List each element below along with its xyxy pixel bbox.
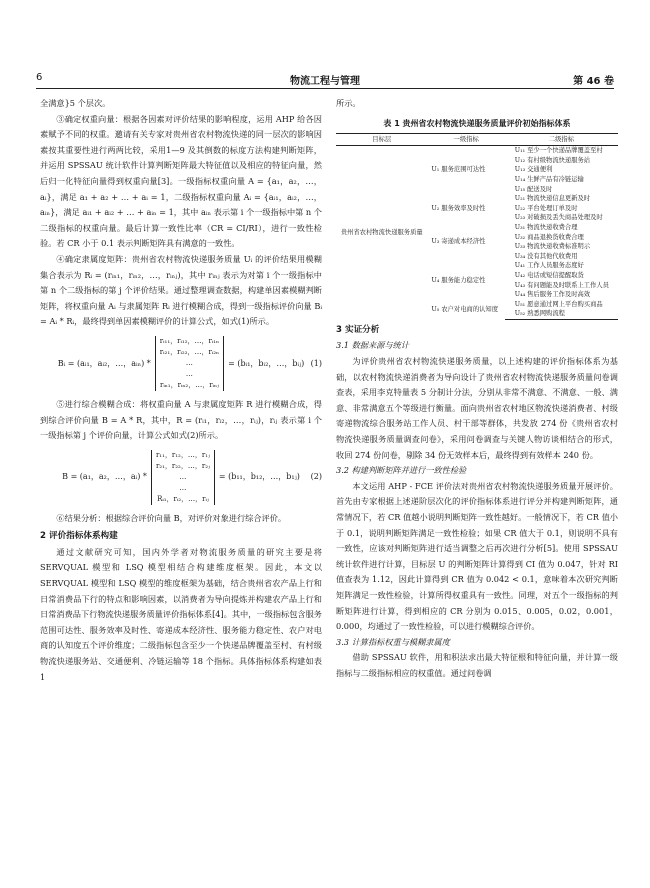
paragraph: 通过文献研究可知，国内外学者对物流服务质量的研究主要是将 SERVQUAL 模型和 LSQ 模型相结合构建维度框架。因此，本文以 SERVQUAL 模型和 LSQ 模型的维度框架为基础，结合贵州省农产品上行和日常消费品下行的特点和影响因素，以消费者为导向提炼并构建农产品上行和日常消费品下行物流快递服务质量评价指标体系[4]。其中，一级指标包含服务范围可达性、服务效率及时性、寄递成本经济性、服务能力稳定性、农户对电商的认知度五个评价维度；二级指标包含至少一个快递品牌覆盖至村、有村级物流快递服务站、交通便利、冷链运输等 18 个指标。具体指标体系构建如表 1 — [40, 546, 322, 682]
matrix-row: rᵢₙ₁，rᵢₙ₂，…，rᵢₙⱼ — [160, 380, 219, 389]
primary-indicator-cell: U₃ 寄递成本经济性 — [431, 238, 486, 246]
primary-indicator-cell: U₅ 农户对电商的认知度 — [431, 305, 499, 313]
secondary-indicator-cell: U₂₁ 物流快递信息更新及时 — [514, 195, 591, 203]
secondary-indicator-cell: U₁₄ 生鲜产品有冷链运输 — [514, 175, 584, 183]
equation-rhs: = (b₁₁，b₁₂，…，b₁ⱼ) — [218, 472, 300, 482]
secondary-indicator-cell: U₃₃ 物流快递收费标准明示 — [514, 243, 591, 251]
page-number: 6 — [36, 72, 43, 83]
primary-indicator-cell: U₁ 服务范围可达性 — [431, 166, 486, 174]
table-header: 一级指标 — [428, 133, 505, 146]
equation-1 — [40, 336, 322, 391]
secondary-indicator-cell: U₁₂ 有村级物流快递服务站 — [514, 156, 591, 164]
matrix — [151, 450, 215, 505]
subsection-heading: 3.3 计算指标权重与模糊隶属度 — [336, 636, 450, 647]
subsection-heading: 3.1 数据来源与统计 — [336, 340, 409, 351]
table-header: 二级指标 — [505, 133, 618, 146]
secondary-indicator-cell: U₃₄ 没有其他代收费用 — [514, 252, 578, 260]
secondary-indicator-cell: U₁₃ 交通便利 — [514, 166, 553, 174]
equation-lhs: Bᵢ = (aᵢ₁，aᵢ₂，…，aᵢₙ) * — [57, 358, 151, 368]
section-heading: 3 实证分析 — [336, 324, 380, 335]
equation-rhs: = (bᵢ₁，bᵢ₂，…，bᵢⱼ) — [228, 358, 305, 368]
matrix-row: r₂₁，r₂₂，…，r₂ⱼ — [155, 461, 210, 470]
equation-number: (1) — [310, 358, 322, 368]
subsection-heading: 3.2 构建判断矩阵并进行一致性检验 — [336, 465, 467, 476]
table-row — [336, 146, 618, 156]
equation-number: (2) — [310, 472, 322, 482]
secondary-indicator-cell: U₄₃ 有问题能及时联系上工作人员 — [514, 281, 609, 289]
matrix-row: Rᵢ₁，rᵢ₂，…，rᵢⱼ — [157, 494, 209, 503]
secondary-indicator-cell: U₂₃ 对破损及丢失商品处理及时 — [514, 214, 603, 222]
secondary-indicator-cell: U₂₂ 平台处理订单及时 — [514, 204, 578, 212]
paragraph: 为评价贵州省农村物流快递服务质量，以上述构建的评价指标体系为基础，以农村物流快递消费者为导向设计了贵州省农村物流快递服务质量问卷调查表，采用李克特量表 5 分制计分法，分别从非常不满意、不满意、一般、满意、非常满意五个等级进行衡量。面向贵州省农村地区物流快递消费者、村级寄递物流综合服务站工作人员、村干部等群体，共发放 274 份《贵州省农村物流快递服务质量调查问卷》，采用问卷调查与关键人物访谈相结合的形式，收回 274 份问卷，剔除 34 份无效样本后，最终得到有效样本 240 份。 — [336, 356, 618, 460]
secondary-indicator-cell: U₁₅ 配送及时 — [514, 185, 553, 193]
matrix-row: … — [185, 358, 193, 367]
primary-indicator-cell: U₂ 服务效率及时性 — [431, 204, 486, 212]
equation-lhs: B = (a₁，a₂，…，aᵢ) * — [62, 472, 147, 482]
paragraph: 全满意}5 个层次。 — [40, 98, 111, 108]
paragraph: ④确定隶属度矩阵：贵州省农村物流快递服务质量 Uᵢ 的评价结果用模糊集合表示为 Rᵢ = (rᵢₙ₁，rᵢₙ₂，…，rᵢₙⱼ)，其中 rᵢₙⱼ 表示为对第 i 个一级指标中第 n 个二级指标的第 j 个评价结果。通过整理调查数据，构建单因素模糊判断矩阵，将权重向量 Aᵢ 与隶属矩阵 Rᵢ 进行模糊合成，得到一级指标评价向量 Bᵢ = Aᵢ * Rᵢ，最终得到单因素模糊评价的计算公式，如式(1)所示。 — [40, 253, 322, 327]
paragraph: 所示。 — [336, 98, 361, 108]
table-header: 目标层 — [336, 133, 428, 146]
primary-indicator-cell: U₄ 服务能力稳定性 — [431, 276, 486, 284]
indicator-table — [336, 133, 618, 320]
matrix-row: … — [179, 483, 187, 492]
paragraph: 本文运用 AHP - FCE 评价法对贵州省农村物流快递服务质量开展评价。首先由专家根据上述递阶层次化的评价指标体系进行评分并构建判断矩阵，通常情况下，若 CR 值越小说明判断矩阵一致性越好。一般情况下，若 CR 值小于 0.1，说明判断矩阵满足一致性检验；如果 CR 值大于 0.1，则说明不具有一致性，应该对判断矩阵进行适当调整之后再次进行分析[5]。使用 SPSSAU 统计软件进行计算，目标层 U 的判断矩阵计算得到 CI 值为 0.047，针对 RI 值查表为 1.12，因此计算得到 CR 值为 0.042 < 0.1，意味着本次研究判断矩阵满足一致性检验，计算所得权重具有一致性。同理，对五个一级指标的判断矩阵进行计算，得到相应的 CR 分别为 0.015、0.005，0.02，0.001，0.000，均通过了一致性检验，可以进行模糊综合评价。 — [336, 480, 618, 632]
header-rule — [36, 88, 614, 89]
secondary-indicator-cell: U₃₂ 商品退换货收费合理 — [514, 233, 584, 241]
page-header — [36, 72, 614, 88]
matrix-row: … — [179, 472, 187, 481]
secondary-indicator-cell: U₃₁ 物流快递收费合理 — [514, 223, 578, 231]
paragraph: ⑥结果分析：根据综合评价向量 B，对评价对象进行综合评价。 — [56, 512, 287, 523]
secondary-indicator-cell: U₄₂ 电话或短信提醒取货 — [514, 271, 584, 279]
secondary-indicator-cell: U₄₄ 售后服务工作及时高效 — [514, 291, 591, 299]
secondary-indicator-cell: U₁₁ 至少一个快递品牌覆盖至村 — [514, 147, 603, 155]
paragraph: ⑤进行综合模糊合成：将权重向量 A 与隶属度矩阵 R 进行模糊合成，得到综合评价向量 B = A * R，其中，R = (rᵢ₁，rᵢ₂，…，rᵢⱼ)，rᵢⱼ 表示第 i 个一级指标第 j 个评价向量，计算公式如式(2)所示。 — [40, 398, 322, 441]
target-layer-cell: 贵州省农村物流快递服务质量 — [340, 228, 423, 236]
secondary-indicator-cell: U₅₁ 愿意通过网上平台购买商品 — [514, 300, 603, 308]
journal-title: 物流工程与管理 — [290, 76, 360, 87]
table-caption: 表 1 贵州省农村物流快递服务质量评价初始指标体系 — [383, 118, 571, 128]
right-column — [336, 96, 618, 682]
section-heading: 2 评价指标体系构建 — [40, 531, 118, 542]
matrix-row: r₁₁，r₁₂，…，r₁ⱼ — [155, 450, 210, 459]
matrix-row: rᵢ₁₁，rᵢ₁₂，…，rᵢ₁ₙ — [159, 336, 220, 345]
left-column — [40, 96, 322, 685]
volume-label: 第 46 卷 — [573, 76, 614, 87]
paragraph: ③确定权重向量：根据各因素对评价结果的影响程度，运用 AHP 给各因素赋予不同的权重。邀请有关专家对贵州省农村物流快递的同一层次的影响因素按其重要性进行两两比较，采用1—9 及其倒数的标度方法构建判断矩阵，并运用 SPSSAU 统计软件计算判断矩阵最大特征值以及相应的特征向量，然后归一化特征向量得到权重向量[3]。一级指标权重向量 A = {a₁，a₂，…，aᵢ}，满足 a₁ + a₂ + … + aᵢ = 1，二级指标权重向量 Aᵢ = {aᵢ₁，aᵢ₂，…，aᵢₙ}，满足 aᵢ₁ + aᵢ₂ + … + aᵢₙ = 1，其中 aᵢₙ 表示第 i 个一级指标中第 n 个二级指标的权重向量。最后计算一致性比率（CR = CI/RI），进行一致性检验。若 CR 小于 0.1 表示判断矩阵具有满意的一致性。 — [40, 113, 322, 249]
paragraph: 借助 SPSSAU 软件，用和积法求出最大特征根和特征向量，并计算一级指标与二级指标相应的权重值。通过问卷调 — [336, 652, 618, 678]
equation-2 — [40, 450, 322, 505]
matrix — [155, 336, 224, 391]
secondary-indicator-cell: U₄₁ 工作人员服务态度好 — [514, 262, 584, 270]
matrix-row: … — [185, 369, 193, 378]
secondary-indicator-cell: U₅₂ 熟悉网购流程 — [505, 309, 618, 319]
matrix-row: rᵢ₂₁，rᵢ₂₂，…，rᵢ₂ₙ — [159, 347, 220, 356]
